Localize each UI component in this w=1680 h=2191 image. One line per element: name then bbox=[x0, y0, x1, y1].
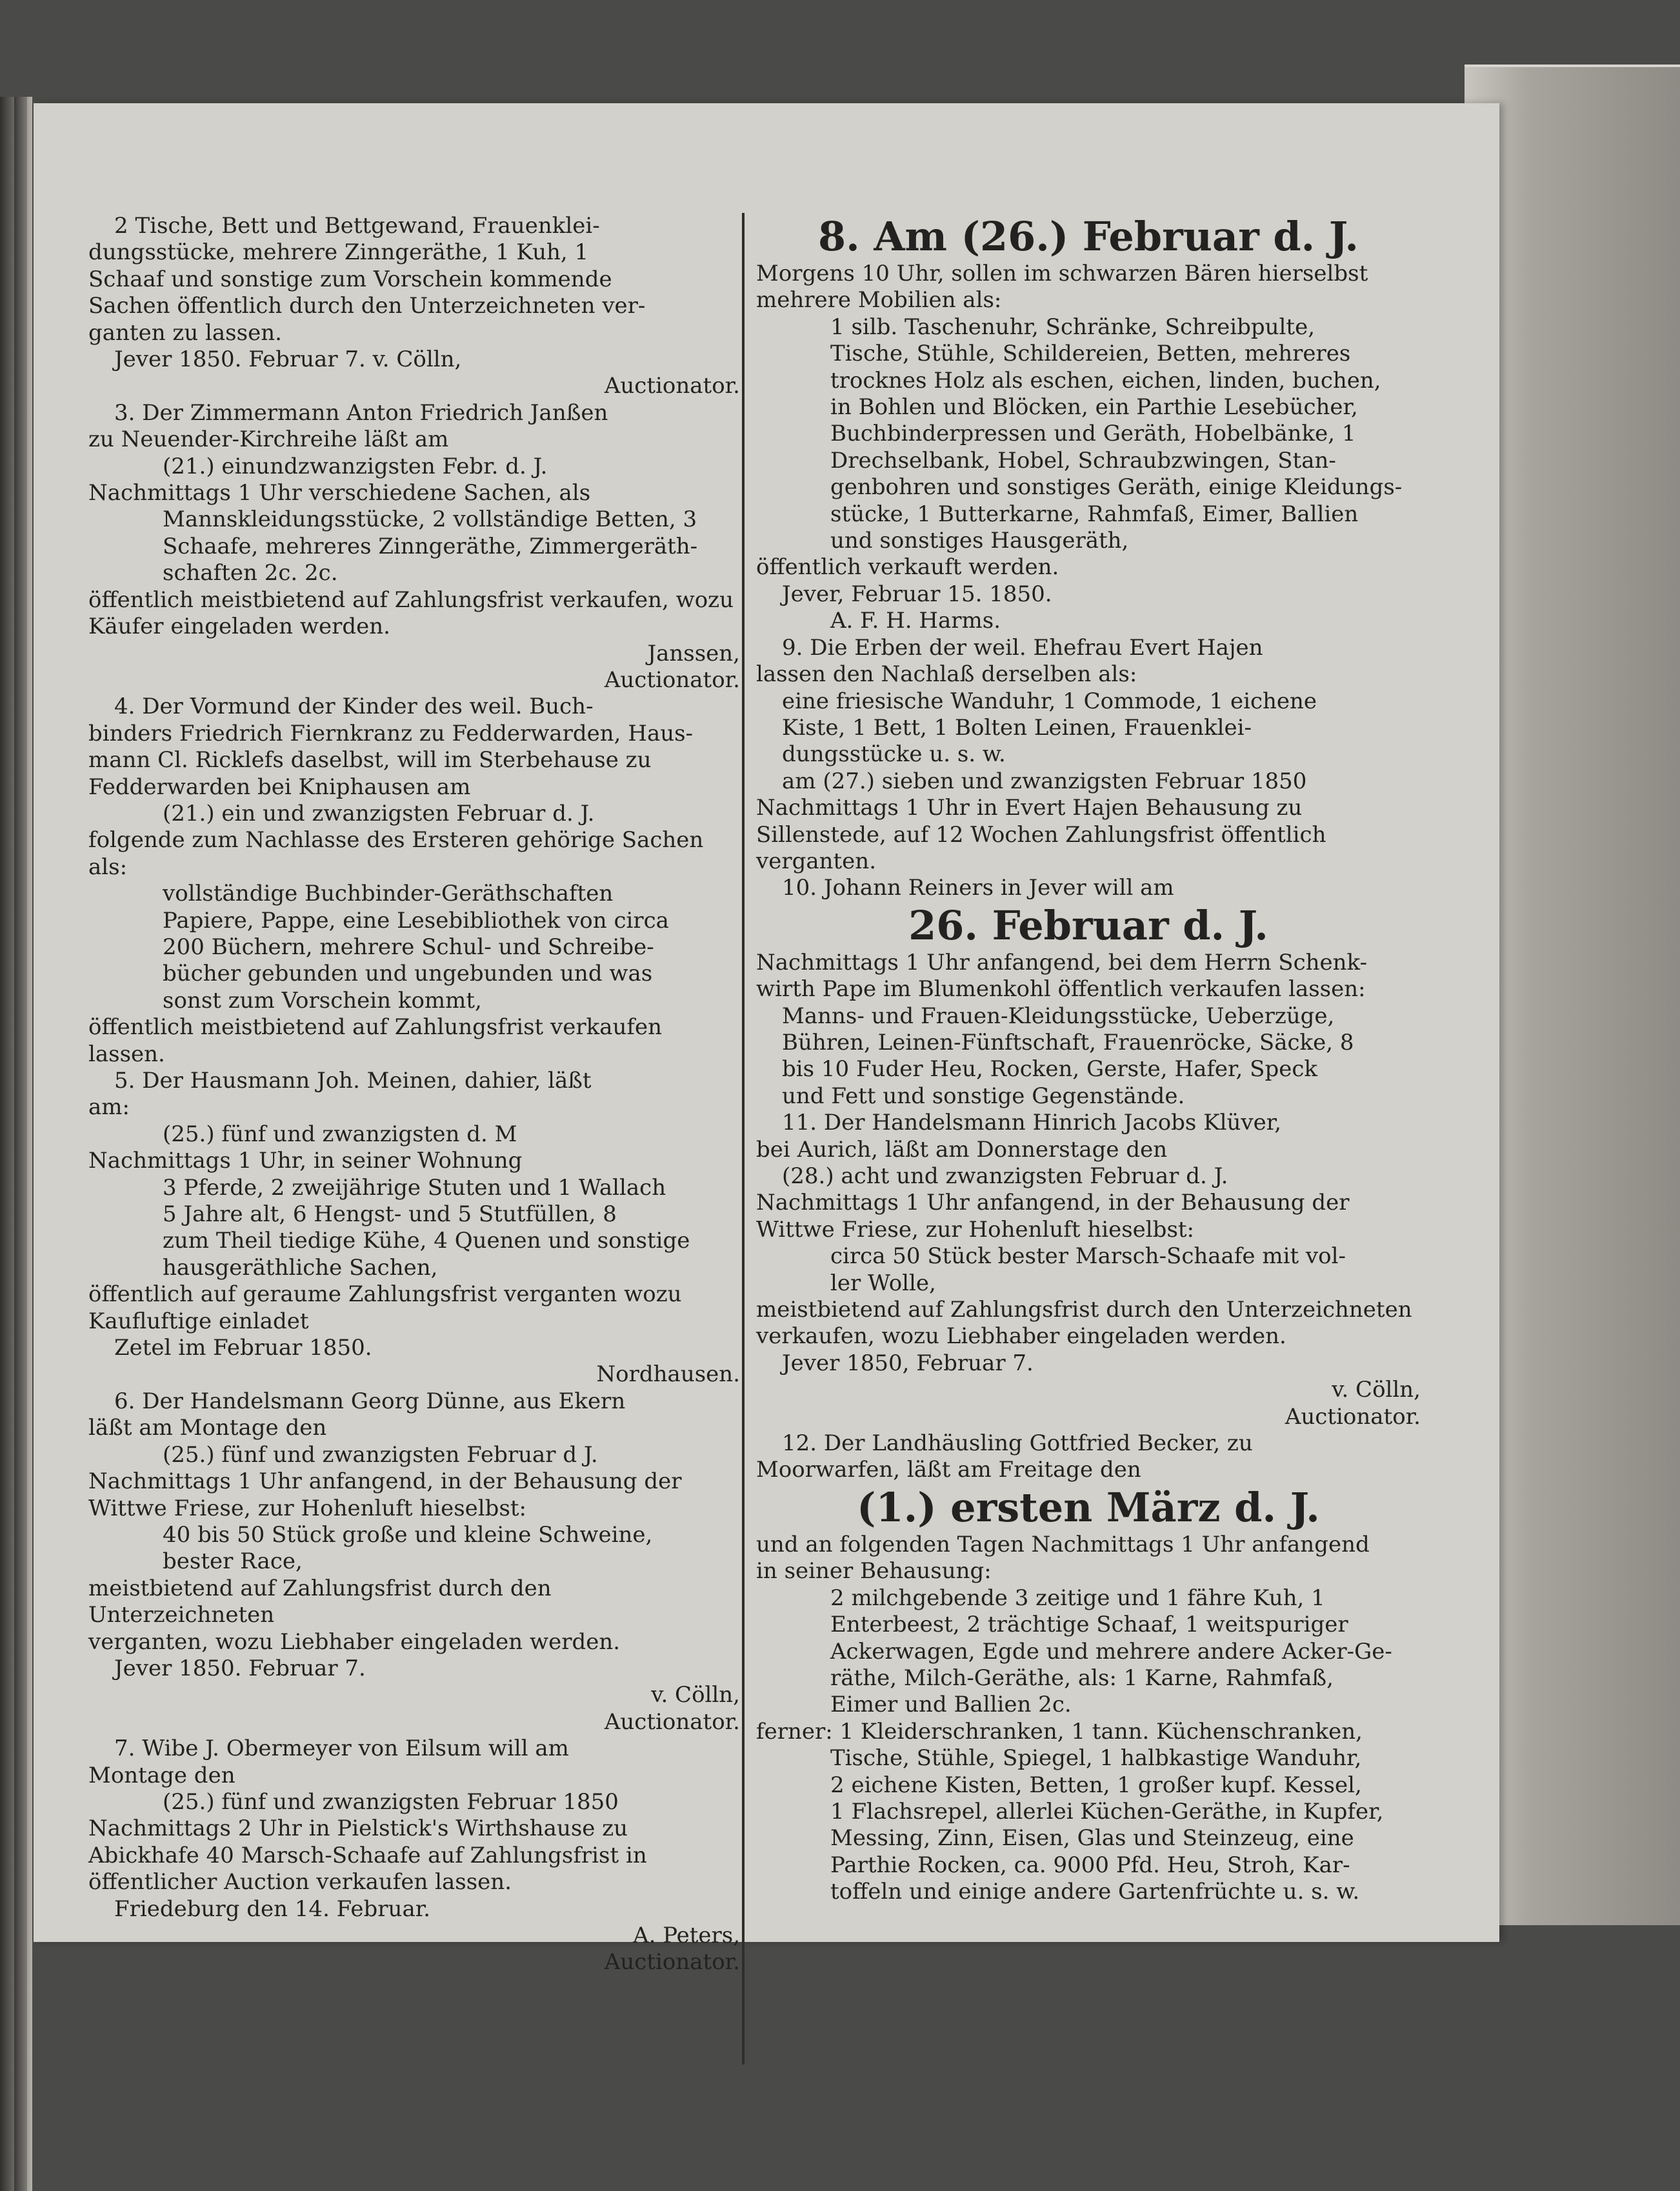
text-line: Jever 1850. Februar 7. v. Cölln, bbox=[114, 346, 462, 373]
text-line: Jever, Februar 15. 1850. bbox=[782, 581, 1052, 607]
text-line: ferner: 1 Kleiderschranken, 1 tann. Küchenschranken, bbox=[756, 1718, 1363, 1745]
text-line: (25.) fünf und zwanzigsten Februar d J. bbox=[163, 1441, 598, 1468]
text-line: stücke, 1 Butterkarne, Rahmfaß, Eimer, Ballien bbox=[830, 501, 1359, 527]
text-line: 1 silb. Taschenuhr, Schränke, Schreibpulte, bbox=[830, 314, 1315, 340]
text-line: in seiner Behausung: bbox=[756, 1558, 992, 1585]
text-line: 3. Der Zimmermann Anton Friedrich Janßen bbox=[114, 399, 608, 426]
text-line: 1 Flachsrepel, allerlei Küchen-Geräthe, in Kupfer, bbox=[830, 1798, 1384, 1825]
text-line: bücher gebunden und ungebunden und was bbox=[163, 961, 653, 987]
text-line: Montage den bbox=[88, 1762, 235, 1788]
text-line: Ackerwagen, Egde und mehrere andere Acker-Ge- bbox=[830, 1638, 1392, 1665]
text-line: eine friesische Wanduhr, 1 Commode, 1 eichene bbox=[782, 688, 1317, 714]
text-line: Nachmittags 1 Uhr anfangend, in der Behausung der bbox=[756, 1190, 1350, 1216]
text-line: mehrere Mobilien als: bbox=[756, 287, 1002, 314]
text-line: und sonstiges Hausgeräth, bbox=[830, 528, 1129, 554]
text-line: öffentlicher Auction verkaufen lassen. bbox=[88, 1869, 512, 1896]
text-line: 7. Wibe J. Obermeyer von Eilsum will am bbox=[114, 1736, 569, 1762]
text-line: Fedderwarden bei Kniphausen am bbox=[88, 774, 471, 800]
text-line: Auctionator. bbox=[604, 1708, 740, 1735]
text-line: 2 milchgebende 3 zeitige und 1 fähre Kuh, 1 bbox=[830, 1585, 1325, 1611]
text-line: 11. Der Handelsmann Hinrich Jacobs Klüver, bbox=[782, 1110, 1282, 1136]
text-line: folgende zum Nachlasse des Ersteren gehörige Sachen bbox=[88, 827, 704, 854]
text-line: und an folgenden Tagen Nachmittags 1 Uhr anfangend bbox=[756, 1531, 1370, 1557]
text-line: Sillenstede, auf 12 Wochen Zahlungsfrist öffentlich bbox=[756, 821, 1326, 848]
text-line: meistbietend auf Zahlungsfrist durch den Unterzeichneten bbox=[756, 1297, 1412, 1323]
text-line: (28.) acht und zwanzigsten Februar d. J. bbox=[782, 1163, 1228, 1189]
text-line: circa 50 Stück bester Marsch-Schaafe mit vol- bbox=[830, 1243, 1346, 1270]
text-line: Auctionator. bbox=[604, 1949, 740, 1976]
text-line: A. F. H. Harms. bbox=[830, 608, 1001, 634]
text-line: Auctionator. bbox=[1285, 1403, 1421, 1430]
text-line: Wittwe Friese, zur Hohenluft hieselbst: bbox=[756, 1216, 1195, 1243]
text-line: Jever 1850, Februar 7. bbox=[782, 1350, 1034, 1376]
text-line: verganten, wozu Liebhaber eingeladen werden. bbox=[88, 1628, 621, 1655]
text-line: am (27.) sieben und zwanzigsten Februar 1850 bbox=[782, 768, 1307, 794]
text-line: Janssen, bbox=[647, 640, 740, 666]
text-line: als: bbox=[88, 854, 128, 880]
auction-date-heading: (1.) ersten März d. J. bbox=[857, 1483, 1320, 1531]
text-line: Sachen öffentlich durch den Unterzeichneten ver- bbox=[88, 293, 646, 319]
text-line: verganten. bbox=[756, 848, 877, 874]
text-line: Nachmittags 1 Uhr anfangend, in der Behausung der bbox=[88, 1468, 682, 1495]
text-line: Buchbinderpressen und Geräth, Hobelbänke, 1 bbox=[830, 421, 1356, 447]
text-line: Schaaf und sonstige zum Vorschein kommende bbox=[88, 266, 612, 292]
text-line: Moorwarfen, läßt am Freitage den bbox=[756, 1457, 1141, 1483]
text-line: Kiste, 1 Bett, 1 Bolten Leinen, Frauenklei- bbox=[782, 714, 1252, 741]
text-line: Schaafe, mehreres Zinngeräthe, Zimmergeräth- bbox=[163, 533, 698, 559]
text-line: Zetel im Februar 1850. bbox=[114, 1335, 372, 1361]
text-line: v. Cölln, bbox=[1332, 1377, 1421, 1403]
text-line: Käufer eingeladen werden. bbox=[88, 614, 390, 640]
text-line: zum Theil tiedige Kühe, 4 Quenen und sonstige bbox=[163, 1228, 690, 1254]
text-line: (21.) ein und zwanzigsten Februar d. J. bbox=[163, 800, 595, 826]
text-line: Friedeburg den 14. Februar. bbox=[114, 1896, 431, 1922]
text-line: v. Cölln, bbox=[651, 1682, 740, 1708]
text-line: 6. Der Handelsmann Georg Dünne, aus Ekern bbox=[114, 1388, 626, 1414]
text-line: hausgeräthliche Sachen, bbox=[163, 1254, 438, 1281]
text-line: mann Cl. Ricklefs daselbst, will im Sterbehause zu bbox=[88, 747, 652, 774]
text-line: Eimer und Ballien 2c. bbox=[830, 1692, 1072, 1718]
text-line: Abickhafe 40 Marsch-Schaafe auf Zahlungsfrist in bbox=[88, 1842, 647, 1868]
text-line: Kaufluftige einladet bbox=[88, 1308, 309, 1334]
text-line: Wittwe Friese, zur Hohenluft hieselbst: bbox=[88, 1495, 527, 1521]
text-line: Nachmittags 1 Uhr verschiedene Sachen, als bbox=[88, 480, 591, 506]
text-line: verkaufen, wozu Liebhaber eingeladen werden. bbox=[756, 1323, 1286, 1350]
text-line: toffeln und einige andere Gartenfrüchte u. s. w. bbox=[830, 1879, 1360, 1905]
text-line: (21.) einundzwanzigsten Febr. d. J. bbox=[163, 453, 548, 479]
text-line: Nachmittags 1 Uhr anfangend, bei dem Herrn Schenk- bbox=[756, 949, 1368, 975]
text-line: Drechselbank, Hobel, Schraubzwingen, Stan- bbox=[830, 447, 1336, 474]
text-line: Auctionator. bbox=[604, 373, 740, 399]
text-line: Auctionator. bbox=[604, 666, 740, 693]
text-line: Mannskleidungsstücke, 2 vollständige Betten, 3 bbox=[163, 506, 697, 533]
text-line: in Bohlen und Blöcken, ein Parthie Lesebücher, bbox=[830, 394, 1358, 421]
text-line: 10. Johann Reiners in Jever will am bbox=[782, 875, 1174, 901]
column-divider bbox=[742, 213, 745, 2065]
text-line: schaften 2c. 2c. bbox=[163, 560, 338, 586]
text-line: 200 Büchern, mehrere Schul- und Schreibe- bbox=[163, 934, 654, 960]
text-line: sonst zum Vorschein kommt, bbox=[163, 987, 482, 1014]
text-line: bester Race, bbox=[163, 1548, 303, 1575]
text-line: 12. Der Landhäusling Gottfried Becker, zu bbox=[782, 1430, 1253, 1457]
text-line: Bühren, Leinen-Fünftschaft, Frauenröcke, Säcke, 8 bbox=[782, 1029, 1354, 1055]
text-line: (25.) fünf und zwanzigsten d. M bbox=[163, 1121, 517, 1147]
text-line: wirth Pape im Blumenkohl öffentlich verkaufen lassen: bbox=[756, 976, 1366, 1003]
text-line: dungsstücke, mehrere Zinngeräthe, 1 Kuh, 1 bbox=[88, 239, 589, 266]
text-line: Nordhausen. bbox=[596, 1361, 740, 1388]
text-line: 2 Tische, Bett und Bettgewand, Frauenklei- bbox=[114, 213, 600, 239]
text-line: bei Aurich, läßt am Donnerstage den bbox=[756, 1136, 1168, 1163]
text-line: Enterbeest, 2 trächtige Schaaf, 1 weitspuriger bbox=[830, 1612, 1348, 1638]
text-line: räthe, Milch-Geräthe, als: 1 Karne, Rahmfaß, bbox=[830, 1665, 1334, 1691]
text-line: Papiere, Pappe, eine Lesebibliothek von circa bbox=[163, 907, 669, 934]
text-line: Nachmittags 2 Uhr in Pielstick's Wirthshause zu bbox=[88, 1816, 628, 1842]
text-line: genbohren und sonstiges Geräth, einige Kleidungs- bbox=[830, 474, 1403, 501]
text-line: und Fett und sonstige Gegenstände. bbox=[782, 1083, 1185, 1109]
text-line: 5 Jahre alt, 6 Hengst- und 5 Stutfüllen, 8 bbox=[163, 1201, 617, 1228]
text-line: läßt am Montage den bbox=[88, 1415, 327, 1441]
text-line: Messing, Zinn, Eisen, Glas und Steinzeug, eine bbox=[830, 1825, 1354, 1852]
binding-gutter bbox=[14, 97, 27, 2191]
text-line: Jever 1850. Februar 7. bbox=[114, 1655, 366, 1681]
text-line: Morgens 10 Uhr, sollen im schwarzen Bären hierselbst bbox=[756, 261, 1368, 286]
text-line: Parthie Rocken, ca. 9000 Pfd. Heu, Stroh, Kar- bbox=[830, 1852, 1350, 1878]
text-line: zu Neuender-Kirchreihe läßt am bbox=[88, 426, 449, 453]
text-line: Nachmittags 1 Uhr in Evert Hajen Behausung zu bbox=[756, 795, 1303, 821]
text-line: 9. Die Erben der weil. Ehefrau Evert Hajen bbox=[782, 634, 1263, 661]
text-line: Tische, Stühle, Schildereien, Betten, mehreres bbox=[830, 341, 1351, 367]
text-line: dungsstücke u. s. w. bbox=[782, 741, 1006, 768]
text-line: ganten zu lassen. bbox=[88, 319, 282, 346]
text-line: ler Wolle, bbox=[830, 1270, 936, 1296]
auction-date-heading: 8. Am (26.) Februar d. J. bbox=[818, 213, 1359, 260]
text-line: bis 10 Fuder Heu, Rocken, Gerste, Hafer, Speck bbox=[782, 1056, 1317, 1083]
text-line: öffentlich meistbietend auf Zahlungsfrist verkaufen lassen. bbox=[88, 1014, 662, 1067]
text-line: 3 Pferde, 2 zweijährige Stuten und 1 Wallach bbox=[163, 1174, 666, 1201]
text-line: Nachmittags 1 Uhr, in seiner Wohnung bbox=[88, 1148, 523, 1174]
text-line: binders Friedrich Fiernkranz zu Fedderwarden, Haus- bbox=[88, 720, 694, 746]
text-line: meistbietend auf Zahlungsfrist durch den Unterzeichneten bbox=[88, 1575, 552, 1628]
text-line: 2 eichene Kisten, Betten, 1 großer kupf. Kessel, bbox=[830, 1772, 1362, 1798]
page-sheet bbox=[34, 103, 1499, 1976]
text-line: lassen den Nachlaß derselben als: bbox=[756, 661, 1137, 688]
text-line: öffentlich verkauft werden. bbox=[756, 554, 1059, 581]
text-line: vollständige Buchbinder-Geräthschaften bbox=[163, 881, 614, 907]
right-column bbox=[756, 213, 1421, 1906]
text-line: am: bbox=[88, 1094, 130, 1121]
text-line: (25.) fünf und zwanzigsten Februar 1850 bbox=[163, 1788, 619, 1815]
text-line: öffentlich auf geraume Zahlungsfrist verganten wozu bbox=[88, 1281, 682, 1308]
text-line: trocknes Holz als eschen, eichen, linden, buchen, bbox=[830, 367, 1381, 394]
text-line: 5. Der Hausmann Joh. Meinen, dahier, läßt bbox=[114, 1068, 592, 1094]
text-line: Tische, Stühle, Spiegel, 1 halbkastige Wanduhr, bbox=[830, 1745, 1362, 1772]
text-line: Manns- und Frauen-Kleidungsstücke, Ueberzüge, bbox=[782, 1003, 1335, 1029]
text-line: öffentlich meistbietend auf Zahlungsfrist verkaufen, wozu bbox=[88, 586, 734, 613]
text-line: 4. Der Vormund der Kinder des weil. Buch- bbox=[114, 694, 594, 720]
text-line: 40 bis 50 Stück große und kleine Schweine, bbox=[163, 1521, 653, 1548]
left-column bbox=[88, 213, 740, 1976]
auction-date-heading: 26. Februar d. J. bbox=[908, 901, 1268, 949]
text-line: A. Peters, bbox=[633, 1923, 740, 1948]
